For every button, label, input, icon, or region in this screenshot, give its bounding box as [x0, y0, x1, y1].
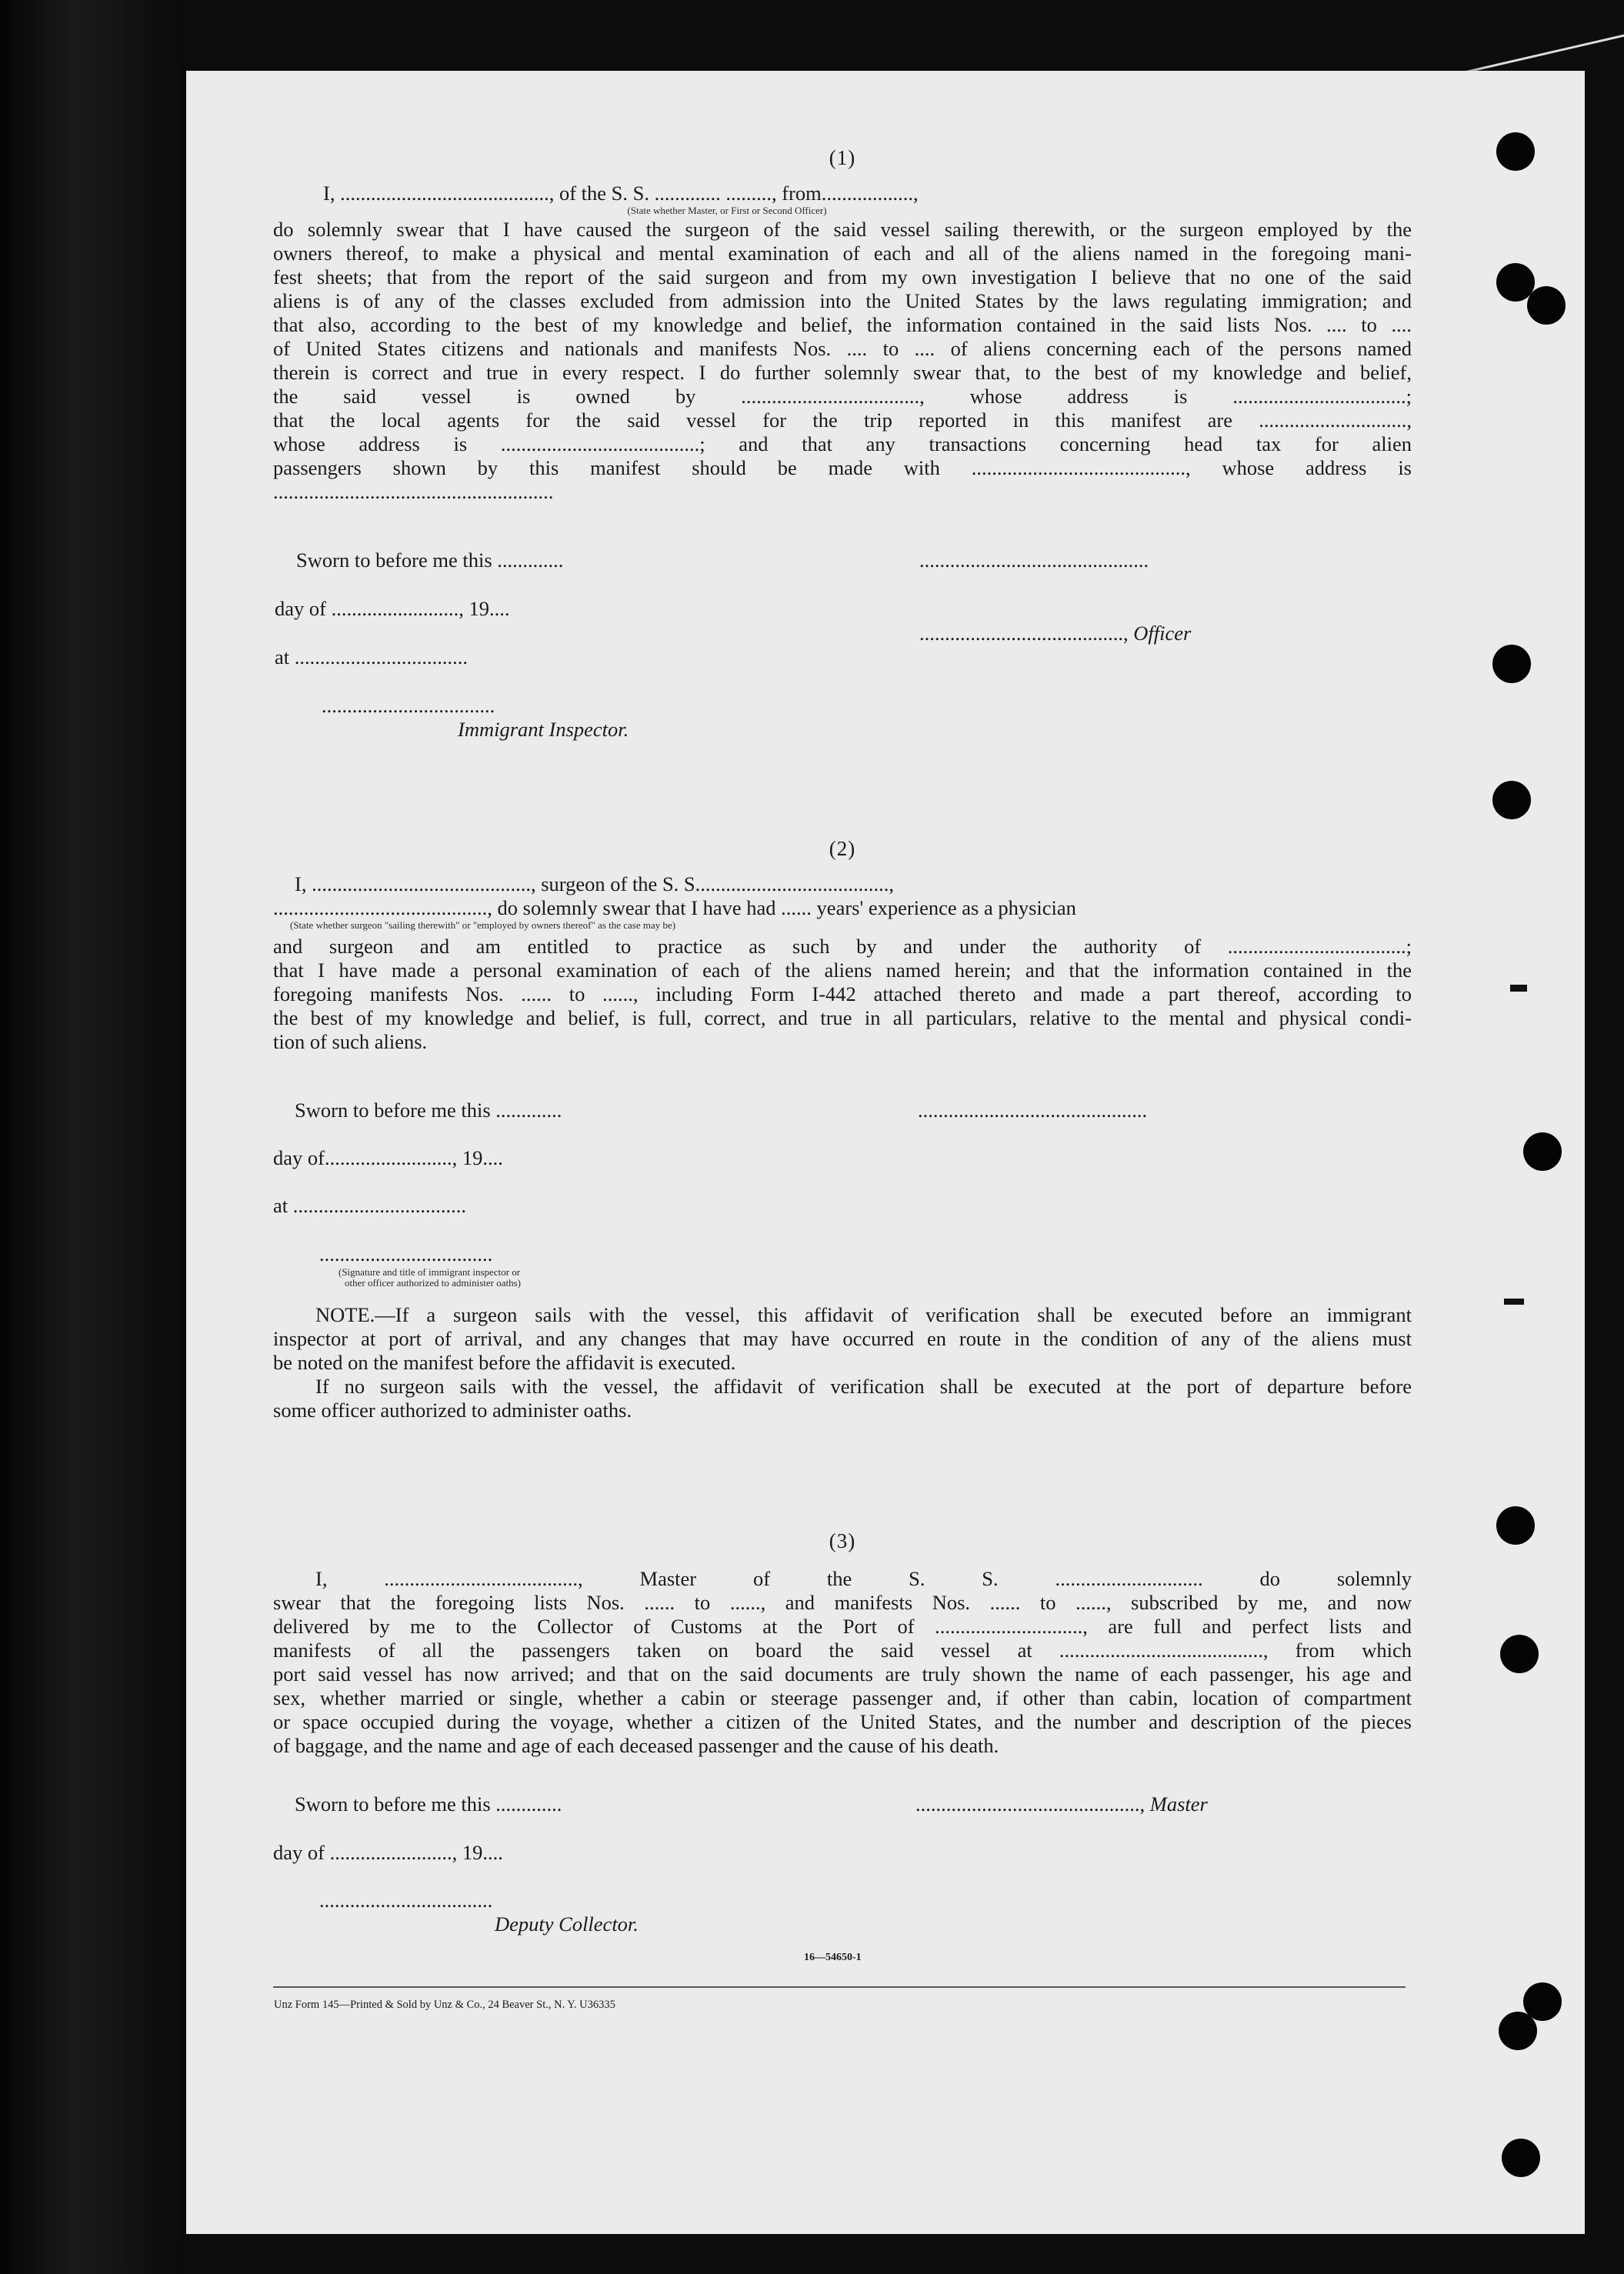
day-of-line: day of ........................, 19....	[273, 1841, 503, 1864]
inspector-dots: ..................................	[322, 694, 495, 717]
punch-hole	[1502, 2139, 1540, 2177]
body-line: .......................................................	[273, 480, 554, 503]
printer-footer: Unz Form 145—Printed & Sold by Unz & Co., 24 Beaver St., N. Y. U36335	[274, 1999, 615, 2011]
section-1-note: (State whether Master, or First or Second Officer)	[627, 205, 827, 216]
section-1-first-line: I, ........................................., of the S. S. ............. ........., from..................,	[323, 182, 919, 205]
collector-label: Deputy Collector.	[495, 1912, 639, 1936]
note-line: If no surgeon sails with the vessel, the affidavit of verification shall be executed at the port of departure before	[315, 1375, 1412, 1398]
body-line: port said vessel has now arrived; and that on the said documents are truly shown the name of each passenger, his age and	[273, 1662, 1412, 1685]
section-1	[273, 146, 1412, 504]
inspector-dots: ..................................	[319, 1242, 493, 1265]
at-line: at ..................................	[273, 1194, 466, 1217]
body-line: of baggage, and the name and age of each deceased passenger and the cause of his death.	[273, 1734, 999, 1757]
scan-background	[0, 0, 185, 2274]
officer-label: Officer	[1133, 622, 1192, 645]
note-line: inspector at port of arrival, and any changes that may have occurred en route in the condition of any of the aliens must	[273, 1327, 1412, 1350]
body-line: whose address is .......................................; and that any transactions concerning head tax for alien	[273, 432, 1412, 455]
day-of-line: day of ........................., 19....	[275, 597, 510, 620]
section-number: (3)	[829, 1529, 856, 1552]
scan-mark	[1510, 985, 1527, 992]
body-line: passengers shown by this manifest should be made with .........................................., whose address is	[273, 456, 1412, 479]
surgeon-note	[273, 1303, 1412, 1422]
punch-hole	[1499, 2012, 1537, 2050]
signature-dots: .............................................	[918, 1099, 1148, 1122]
punch-hole	[1523, 1132, 1562, 1171]
body-line: manifests of all the passengers taken on board the said vessel at ........................................, from which	[273, 1639, 1412, 1662]
sworn-line: Sworn to before me this .............	[295, 1792, 562, 1816]
body-line: sex, whether married or single, whether a cabin or steerage passenger and, if other than cabin, location of compartment	[273, 1686, 1412, 1709]
note-line: NOTE.—If a surgeon sails with the vessel, this affidavit of verification shall be executed before an immigrant	[315, 1303, 1412, 1326]
form-number: 16—54650-1	[804, 1952, 862, 1963]
master-label: Master	[1149, 1792, 1208, 1816]
section-2-note: (State whether surgeon "sailing therewith" or "employed by owners thereof" as the case may be)	[290, 919, 676, 931]
body-line: and surgeon and am entitled to practice as such by and under the authority of ...................................;	[273, 935, 1412, 958]
body-line: of United States citizens and nationals and manifests Nos. .... to .... of aliens concerning each of the persons named	[273, 337, 1412, 360]
master-line	[915, 1792, 1208, 1816]
day-of-line: day of........................., 19....	[273, 1146, 503, 1169]
sworn-line: Sworn to before me this .............	[296, 548, 564, 572]
section-2-body	[273, 935, 1412, 1054]
body-line: delivered by me to the Collector of Customs at the Port of ............................., are full and perfect lists and	[273, 1615, 1412, 1638]
officer-dots: ........................................,	[919, 622, 1134, 645]
body-line: fest sheets; that from the report of the said surgeon and from my own investigation I believe that no one of the said	[273, 265, 1412, 288]
body-line: the said vessel is owned by ..................................., whose address is ..................................;	[273, 385, 1412, 408]
body-line: do solemnly swear that I have caused the surgeon of the said vessel sailing therewith, or the surgeon employed by the	[273, 218, 1412, 241]
body-line: I, ......................................, Master of the S. S. ............................. do solemnly	[315, 1567, 1412, 1590]
punch-hole	[1492, 781, 1531, 819]
officer-line	[919, 622, 1191, 645]
master-dots: ............................................,	[915, 1792, 1150, 1816]
body-line: tion of such aliens.	[273, 1030, 428, 1053]
body-line: swear that the foregoing lists Nos. ...... to ......, and manifests Nos. ...... to ......, subscribed by me, and now	[273, 1591, 1412, 1614]
section-3-body	[273, 1567, 1412, 1758]
punch-hole	[1496, 1506, 1535, 1545]
footer-rule	[273, 1986, 1406, 1988]
signature-dots: .............................................	[919, 548, 1149, 572]
body-line: therein is correct and true in every respect. I do further solemnly swear that, to the best of my knowledge and belief,	[273, 361, 1412, 384]
inspector-label: Immigrant Inspector.	[458, 718, 629, 741]
body-line: foregoing manifests Nos. ...... to ......, including Form I-442 attached thereto and made a part thereof, according to	[273, 982, 1412, 1005]
section-number: (1)	[829, 146, 856, 169]
section-2-second-line: .........................................., do solemnly swear that I have had ...... years' experience as a physician	[273, 896, 1076, 919]
punch-hole	[1492, 645, 1531, 683]
scan-mark	[1504, 1299, 1524, 1305]
section-3	[273, 1529, 1412, 1758]
section-2	[273, 837, 1412, 1054]
note-line: some officer authorized to administer oaths.	[273, 1399, 632, 1422]
at-line: at ..................................	[275, 645, 468, 669]
punch-hole	[1500, 1635, 1539, 1673]
body-line: the best of my knowledge and belief, is full, correct, and true in all particulars, relative to the mental and physical condi-	[273, 1006, 1412, 1029]
section-1-body	[273, 218, 1412, 504]
body-line: that the local agents for the said vessel for the trip reported in this manifest are .............................,	[273, 408, 1412, 432]
body-line: that also, according to the best of my knowledge and belief, the information contained in the said lists Nos. .... to ....	[273, 313, 1412, 336]
body-line: that I have made a personal examination of each of the aliens named herein; and that the information contained in the	[273, 959, 1412, 982]
body-line: or space occupied during the voyage, whether a citizen of the United States, and the number and description of the pieces	[273, 1710, 1412, 1733]
body-line: aliens is of any of the classes excluded from admission into the United States by the laws regulating immigration; and	[273, 289, 1412, 312]
punch-hole	[1527, 286, 1566, 325]
signature-note: (Signature and title of immigrant inspector or	[338, 1266, 521, 1278]
signature-note: other officer authorized to administer oaths)	[345, 1277, 521, 1289]
collector-dots: ..................................	[319, 1889, 493, 1912]
section-2-first-line: I, ..........................................., surgeon of the S. S......................................,	[295, 872, 895, 895]
sworn-line: Sworn to before me this .............	[295, 1099, 562, 1122]
punch-hole	[1496, 132, 1535, 171]
note-line: be noted on the manifest before the affidavit is executed.	[273, 1351, 736, 1374]
section-number: (2)	[829, 837, 856, 860]
body-line: owners thereof, to make a physical and mental examination of each and all of the aliens named in the foregoing mani-	[273, 242, 1412, 265]
